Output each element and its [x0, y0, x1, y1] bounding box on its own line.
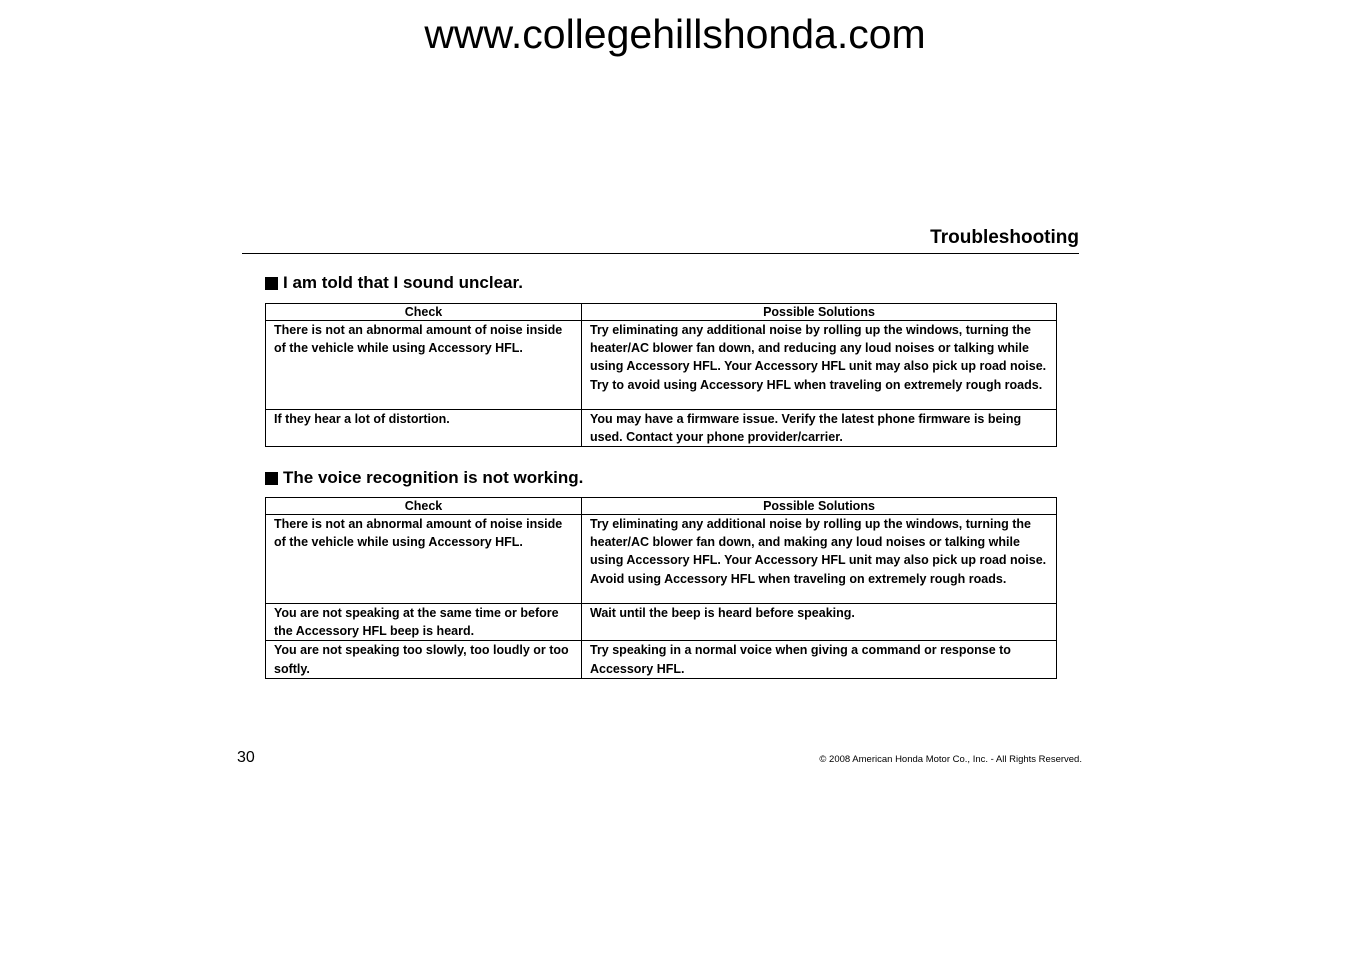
- troubleshooting-table-sound-unclear: [265, 303, 1057, 447]
- solution-cell: Try speaking in a normal voice when giving a command or response to Accessory HFL.: [582, 641, 1057, 678]
- table-row: [266, 641, 1057, 678]
- solution-cell: You may have a firmware issue. Verify the latest phone firmware is being used. Contact your phone provider/carrier.: [582, 410, 1057, 447]
- subheading-text: I am told that I sound unclear.: [283, 273, 523, 292]
- section-header: [242, 226, 1079, 254]
- table-header-row: [266, 498, 1057, 515]
- page-number: 30: [237, 749, 255, 766]
- column-header-solutions: Possible Solutions: [582, 498, 1057, 515]
- square-bullet-icon: [265, 277, 278, 290]
- table-row: [266, 515, 1057, 604]
- table-row: [266, 410, 1057, 447]
- square-bullet-icon: [265, 472, 278, 485]
- copyright-notice: © 2008 American Honda Motor Co., Inc. - All Rights Reserved.: [819, 754, 1082, 765]
- subheading-voice-recognition: [265, 467, 583, 489]
- solution-cell: Wait until the beep is heard before speaking.: [582, 604, 1057, 641]
- check-cell: There is not an abnormal amount of noise inside of the vehicle while using Accessory HFL.: [266, 321, 582, 410]
- site-url: www.collegehillshonda.com: [424, 11, 926, 57]
- table-header-row: [266, 304, 1057, 321]
- check-cell: You are not speaking too slowly, too loudly or too softly.: [266, 641, 582, 678]
- table-row: [266, 321, 1057, 410]
- subheading-sound-unclear: [265, 272, 523, 294]
- section-title: Troubleshooting: [930, 227, 1079, 248]
- solution-cell: Try eliminating any additional noise by rolling up the windows, turning the heater/AC blower fan down, and making any loud noises or talking while using Accessory HFL. Your Accessory HFL unit may also pick up road noise. Avoid using Accessory HFL when traveling on extremely rough roads.: [582, 515, 1057, 604]
- troubleshooting-table-voice-recognition: [265, 497, 1057, 679]
- column-header-solutions: Possible Solutions: [582, 304, 1057, 321]
- check-cell: If they hear a lot of distortion.: [266, 410, 582, 447]
- check-cell: You are not speaking at the same time or before the Accessory HFL beep is heard.: [266, 604, 582, 641]
- check-cell: There is not an abnormal amount of noise inside of the vehicle while using Accessory HFL.: [266, 515, 582, 604]
- subheading-text: The voice recognition is not working.: [283, 468, 584, 487]
- solution-cell: Try eliminating any additional noise by rolling up the windows, turning the heater/AC blower fan down, and reducing any loud noises or talking while using Accessory HFL. Your Accessory HFL unit may also pick up road noise. Try to avoid using Accessory HFL when traveling on extremely rough roads.: [582, 321, 1057, 410]
- table-row: [266, 604, 1057, 641]
- column-header-check: Check: [266, 498, 582, 515]
- column-header-check: Check: [266, 304, 582, 321]
